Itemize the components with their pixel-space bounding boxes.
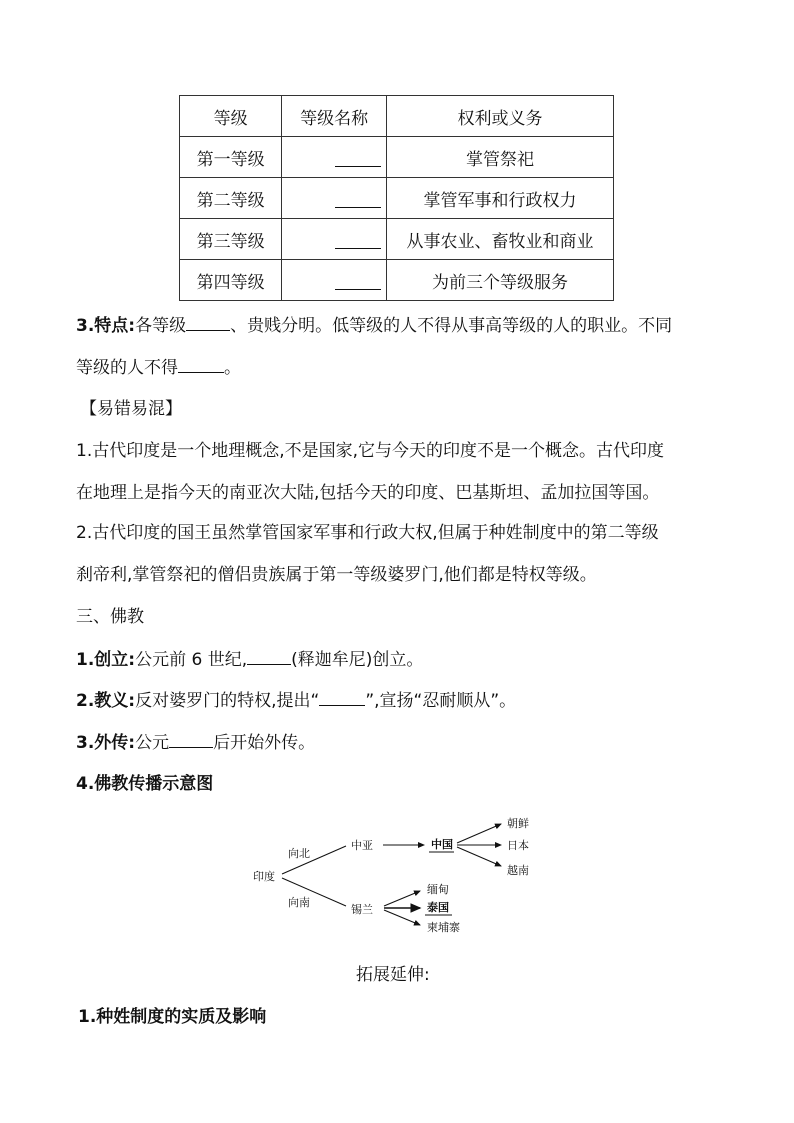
arrow-to-burma <box>384 891 420 906</box>
duty-cell: 为前三个等级服务 <box>387 260 614 301</box>
arrow-to-vietnam <box>457 847 501 866</box>
feature-text-d: 。 <box>224 358 241 378</box>
ceylon-node: 锡兰 <box>351 903 373 916</box>
feature-text-b: 、贵贱分明。低等级的人不得从事高等级的人的职业。不同 <box>230 316 673 336</box>
arrow-to-korea <box>457 824 501 843</box>
spread-text-a: 公元 <box>135 733 170 753</box>
founding-text-b: (释迦牟尼)创立。 <box>291 650 424 670</box>
feature-line-2 <box>76 356 241 379</box>
grade-name-blank[interactable] <box>282 178 387 219</box>
founding-text-a: 公元前 6 世纪, <box>135 650 248 670</box>
fill-blank <box>335 148 381 167</box>
japan-node: 日本 <box>507 839 529 852</box>
feature-label: 3.特点: <box>76 316 136 336</box>
buddhism-spread-diagram <box>250 812 550 937</box>
cambodia-node: 柬埔寨 <box>427 921 460 934</box>
easy-mistake-p2-line2: 刹帝利,掌管祭祀的僧侣贵族属于第一等级婆罗门,他们都是特权等级。 <box>76 565 597 585</box>
doctrine-line <box>76 689 516 712</box>
doctrine-text-b: ”,宣扬“忍耐顺从”。 <box>365 691 517 711</box>
feature-text-c: 等级的人不得 <box>76 358 178 378</box>
easy-mistake-p1-line2: 在地理上是指今天的南亚次大陆,包括今天的印度、巴基斯坦、孟加拉国等国。 <box>76 483 660 503</box>
central-asia-node: 中亚 <box>351 839 373 852</box>
fill-blank[interactable] <box>247 648 291 665</box>
north-label: 向北 <box>288 847 310 860</box>
diagram-heading: 4.佛教传播示意图 <box>76 774 214 794</box>
duty-cell: 从事农业、畜牧业和商业 <box>387 219 614 260</box>
duty-cell: 掌管军事和行政权力 <box>387 178 614 219</box>
korea-node: 朝鲜 <box>507 817 529 830</box>
grade-name-blank[interactable] <box>282 219 387 260</box>
spread-text-b: 后开始外传。 <box>213 733 316 753</box>
founding-label: 1.创立: <box>76 650 136 670</box>
section-title-buddhism: 三、佛教 <box>76 607 144 627</box>
feature-text-a: 各等级 <box>135 316 187 336</box>
fill-blank <box>335 189 381 208</box>
grade-cell: 第二等级 <box>180 178 282 219</box>
fill-blank[interactable] <box>178 356 224 373</box>
header-grade: 等级 <box>180 96 282 137</box>
easy-mistake-p2-line1: 2.古代印度的国王虽然掌管国家军事和行政大权,但属于种姓制度中的第二等级 <box>76 523 659 543</box>
origin-india: 印度 <box>253 870 275 883</box>
grade-cell: 第三等级 <box>180 219 282 260</box>
caste-table <box>179 95 614 301</box>
spread-line <box>76 731 315 754</box>
header-duty: 权利或义务 <box>387 96 614 137</box>
fill-blank[interactable] <box>319 689 365 706</box>
founding-line <box>76 648 423 671</box>
fill-blank <box>335 230 381 249</box>
doctrine-text-a: 反对婆罗门的特权,提出“ <box>135 691 320 711</box>
arrow-to-cambodia <box>384 910 420 925</box>
table-row <box>180 219 614 260</box>
header-grade-name: 等级名称 <box>282 96 387 137</box>
doctrine-label: 2.教义: <box>76 691 136 711</box>
table-row <box>180 178 614 219</box>
feature-line-1 <box>76 314 672 337</box>
fill-blank[interactable] <box>186 314 230 331</box>
table-header-row <box>180 96 614 137</box>
grade-cell: 第一等级 <box>180 137 282 178</box>
table-row <box>180 260 614 301</box>
grade-cell: 第四等级 <box>180 260 282 301</box>
extension-heading: 1.种姓制度的实质及影响 <box>78 1007 267 1027</box>
grade-name-blank[interactable] <box>282 260 387 301</box>
south-label: 向南 <box>288 896 310 909</box>
thailand-node: 泰国 <box>427 901 449 914</box>
extension-caption: 拓展延伸: <box>356 965 430 985</box>
table-row <box>180 137 614 178</box>
grade-name-blank[interactable] <box>282 137 387 178</box>
vietnam-node: 越南 <box>507 864 529 877</box>
fill-blank[interactable] <box>169 731 213 748</box>
fill-blank <box>335 271 381 290</box>
spread-label: 3.外传: <box>76 733 136 753</box>
burma-node: 缅甸 <box>427 883 449 896</box>
duty-cell: 掌管祭祀 <box>387 137 614 178</box>
easy-mistake-title: 【易错易混】 <box>80 399 182 419</box>
easy-mistake-p1-line1: 1.古代印度是一个地理概念,不是国家,它与今天的印度不是一个概念。古代印度 <box>76 441 665 461</box>
china-node: 中国 <box>431 838 453 851</box>
